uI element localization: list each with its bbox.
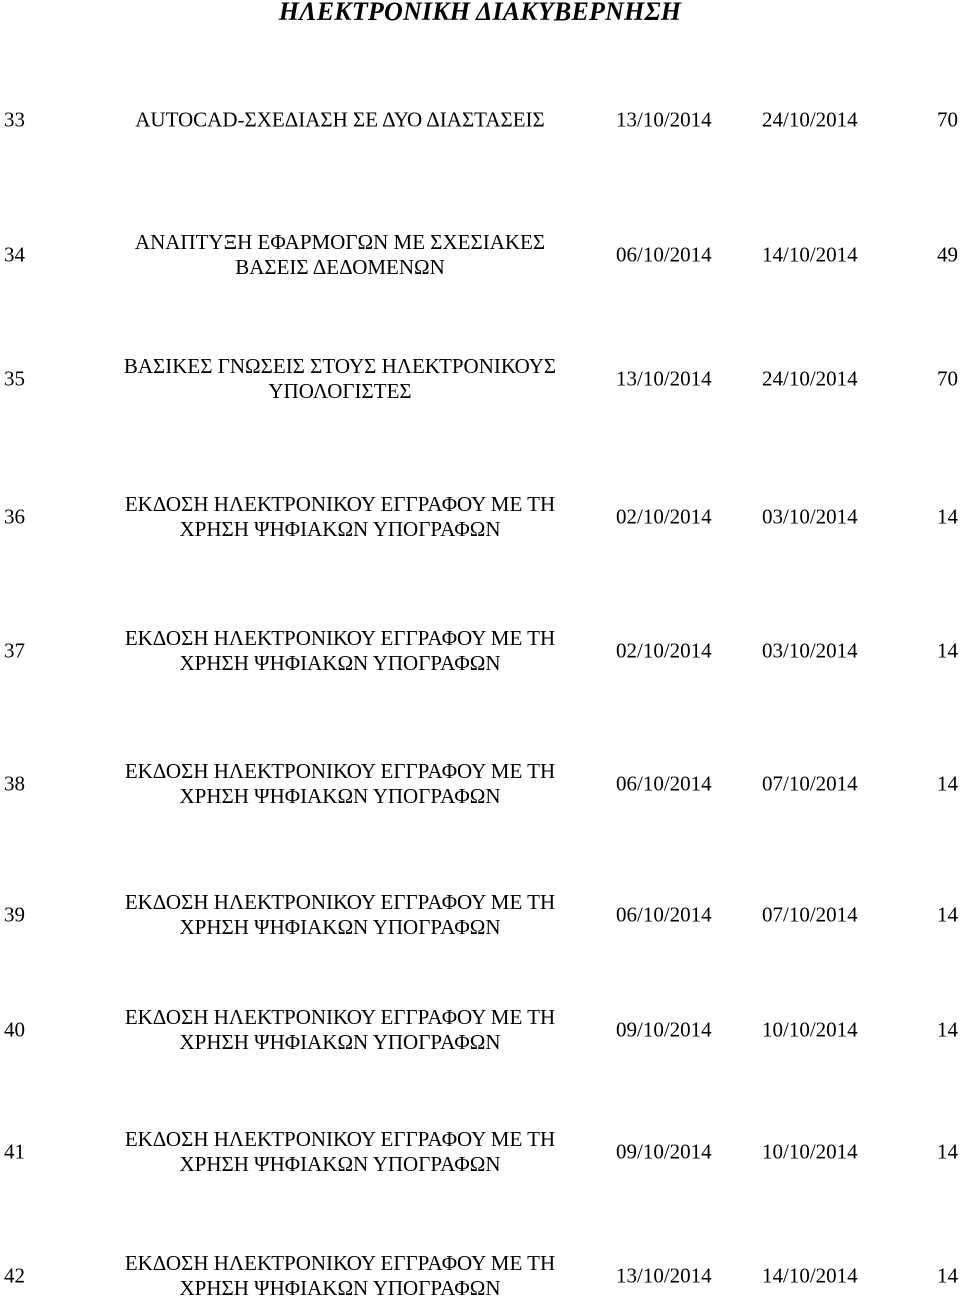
hours: 49 <box>937 242 958 267</box>
row-number: 42 <box>4 1263 25 1288</box>
course-name <box>70 1005 610 1055</box>
course-name <box>70 354 610 404</box>
course-name-line1: ΕΚΔΟΣΗ ΗΛΕΚΤΡΟΝΙΚΟΥ ΕΓΓΡΑΦΟΥ ΜΕ ΤΗ <box>124 492 556 516</box>
end-date: 07/10/2014 <box>762 902 858 927</box>
hours: 14 <box>937 1139 958 1164</box>
course-name <box>70 1251 610 1301</box>
hours: 70 <box>937 366 958 391</box>
end-date: 07/10/2014 <box>762 771 858 796</box>
course-name <box>70 1127 610 1177</box>
page-title: ΗΛΕΚΤΡΟΝΙΚΗ ΔΙΑΚΥΒΕΡΝΗΣΗ <box>278 0 682 26</box>
row-number: 38 <box>4 771 25 796</box>
end-date: 24/10/2014 <box>762 366 858 391</box>
course-name <box>70 492 610 542</box>
row-number: 35 <box>4 366 25 391</box>
course-name <box>70 626 610 676</box>
hours: 14 <box>937 771 958 796</box>
row-number: 34 <box>4 242 25 267</box>
course-name-line1: ΒΑΣΙΚΕΣ ΓΝΩΣΕΙΣ ΣΤΟΥΣ ΗΛΕΚΤΡΟΝΙΚΟΥΣ <box>123 354 557 378</box>
course-name-line2: ΧΡΗΣΗ ΨΗΦΙΑΚΩΝ ΥΠΟΓΡΑΦΩΝ <box>179 1030 501 1054</box>
course-name-line1: ΕΚΔΟΣΗ ΗΛΕΚΤΡΟΝΙΚΟΥ ΕΓΓΡΑΦΟΥ ΜΕ ΤΗ <box>124 1005 556 1029</box>
course-name-line2: ΧΡΗΣΗ ΨΗΦΙΑΚΩΝ ΥΠΟΓΡΑΦΩΝ <box>179 651 501 675</box>
start-date: 13/10/2014 <box>616 1263 712 1288</box>
hours: 14 <box>937 1263 958 1288</box>
course-name-line2: ΒΑΣΕΙΣ ΔΕΔΟΜΕΝΩΝ <box>235 255 445 279</box>
course-name-line1: ΕΚΔΟΣΗ ΗΛΕΚΤΡΟΝΙΚΟΥ ΕΓΓΡΑΦΟΥ ΜΕ ΤΗ <box>124 1251 556 1275</box>
course-name-line1: AUTOCAD-ΣΧΕΔΙΑΣΗ ΣΕ ΔΥΟ ΔΙΑΣΤΑΣΕΙΣ <box>135 107 545 132</box>
end-date: 03/10/2014 <box>762 504 858 529</box>
row-number: 39 <box>4 902 25 927</box>
end-date: 14/10/2014 <box>762 1263 858 1288</box>
course-name-line2: ΧΡΗΣΗ ΨΗΦΙΑΚΩΝ ΥΠΟΓΡΑΦΩΝ <box>179 915 501 939</box>
course-name-line2: ΧΡΗΣΗ ΨΗΦΙΑΚΩΝ ΥΠΟΓΡΑΦΩΝ <box>179 1152 501 1176</box>
hours: 14 <box>937 638 958 663</box>
row-number: 40 <box>4 1017 25 1042</box>
start-date: 09/10/2014 <box>616 1017 712 1042</box>
course-name-line1: ΑΝΑΠΤΥΞΗ ΕΦΑΡΜΟΓΩΝ ΜΕ ΣΧΕΣΙΑΚΕΣ <box>134 230 546 254</box>
course-name <box>70 759 610 809</box>
course-name-line1: ΕΚΔΟΣΗ ΗΛΕΚΤΡΟΝΙΚΟΥ ΕΓΓΡΑΦΟΥ ΜΕ ΤΗ <box>124 890 556 914</box>
course-name-line2: ΥΠΟΛΟΓΙΣΤΕΣ <box>268 379 412 403</box>
course-name-line2: ΧΡΗΣΗ ΨΗΦΙΑΚΩΝ ΥΠΟΓΡΑΦΩΝ <box>179 1276 501 1300</box>
row-number: 41 <box>4 1139 25 1164</box>
start-date: 06/10/2014 <box>616 902 712 927</box>
start-date: 13/10/2014 <box>616 366 712 391</box>
end-date: 03/10/2014 <box>762 638 858 663</box>
end-date: 10/10/2014 <box>762 1017 858 1042</box>
start-date: 09/10/2014 <box>616 1139 712 1164</box>
course-name <box>70 230 610 280</box>
hours: 70 <box>937 107 958 132</box>
start-date: 13/10/2014 <box>616 107 712 132</box>
hours: 14 <box>937 504 958 529</box>
course-name <box>70 108 610 133</box>
course-name-line1: ΕΚΔΟΣΗ ΗΛΕΚΤΡΟΝΙΚΟΥ ΕΓΓΡΑΦΟΥ ΜΕ ΤΗ <box>124 759 556 783</box>
course-name-line1: ΕΚΔΟΣΗ ΗΛΕΚΤΡΟΝΙΚΟΥ ΕΓΓΡΑΦΟΥ ΜΕ ΤΗ <box>124 626 556 650</box>
hours: 14 <box>937 1017 958 1042</box>
row-number: 37 <box>4 638 25 663</box>
end-date: 24/10/2014 <box>762 107 858 132</box>
course-name-line1: ΕΚΔΟΣΗ ΗΛΕΚΤΡΟΝΙΚΟΥ ΕΓΓΡΑΦΟΥ ΜΕ ΤΗ <box>124 1127 556 1151</box>
start-date: 06/10/2014 <box>616 242 712 267</box>
start-date: 02/10/2014 <box>616 638 712 663</box>
row-number: 36 <box>4 504 25 529</box>
start-date: 06/10/2014 <box>616 771 712 796</box>
hours: 14 <box>937 902 958 927</box>
end-date: 10/10/2014 <box>762 1139 858 1164</box>
course-name-line2: ΧΡΗΣΗ ΨΗΦΙΑΚΩΝ ΥΠΟΓΡΑΦΩΝ <box>179 784 501 808</box>
course-name <box>70 890 610 940</box>
start-date: 02/10/2014 <box>616 504 712 529</box>
end-date: 14/10/2014 <box>762 242 858 267</box>
row-number: 33 <box>4 107 25 132</box>
course-name-line2: ΧΡΗΣΗ ΨΗΦΙΑΚΩΝ ΥΠΟΓΡΑΦΩΝ <box>179 517 501 541</box>
